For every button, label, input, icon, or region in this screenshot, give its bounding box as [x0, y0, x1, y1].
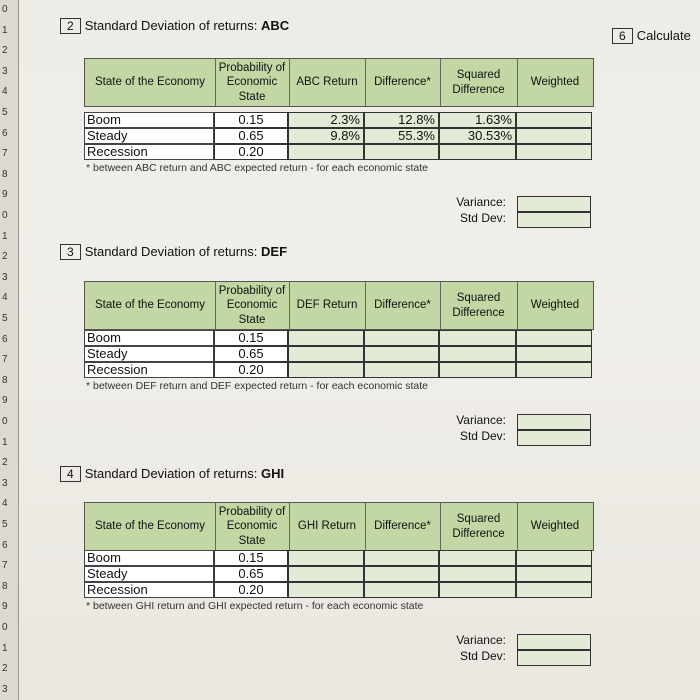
row-number: 8 [2, 168, 8, 180]
section-title-text: Standard Deviation of returns: [84, 466, 258, 481]
footnote: * between ABC return and ABC expected return - for each economic state [86, 162, 429, 174]
row-number: 5 [2, 107, 8, 118]
squared-difference-input[interactable] [439, 582, 516, 598]
row-number: 1 [2, 24, 8, 36]
squared-difference-input[interactable] [439, 550, 516, 566]
table-header [84, 502, 594, 551]
std-dev-input[interactable] [517, 650, 591, 666]
std-dev-label: Std Dev: [459, 429, 506, 443]
row-number: 2 [2, 45, 8, 57]
header-squared-difference: Squared Difference [440, 282, 518, 329]
difference-input[interactable]: 55.3% [364, 128, 439, 144]
state-cell: Steady [84, 128, 214, 144]
row-number: 6 [2, 333, 8, 345]
section-title [60, 244, 287, 260]
difference-input[interactable]: 12.8% [364, 112, 439, 128]
row-number: 3 [2, 477, 8, 489]
row-number: 5 [2, 313, 8, 324]
state-cell: Recession [84, 144, 214, 160]
table-header [84, 58, 594, 107]
probability-cell: 0.20 [214, 582, 288, 598]
return-input[interactable] [288, 550, 364, 566]
probability-cell: 0.15 [214, 112, 288, 128]
squared-difference-input[interactable]: 1.63% [439, 112, 516, 128]
variance-input[interactable] [517, 634, 591, 650]
row-number: 6 [2, 127, 8, 139]
header-weighted: Weighted [530, 299, 580, 312]
row-number: 0 [2, 4, 8, 15]
section-title [60, 466, 284, 482]
squared-difference-input[interactable] [439, 330, 516, 346]
header-state: State of the Economy [85, 503, 216, 550]
squared-difference-input[interactable]: 30.53% [439, 128, 516, 144]
row-number: 4 [2, 292, 8, 304]
row-number: 7 [2, 560, 8, 572]
difference-input[interactable] [364, 550, 439, 566]
section-number: 2 [60, 18, 81, 34]
table-header [84, 281, 594, 330]
return-input[interactable] [288, 144, 364, 160]
header-difference: Difference* [365, 503, 441, 550]
variance-label: Variance: [456, 195, 506, 209]
section-ticker: ABC [261, 18, 290, 33]
std-dev-label: Std Dev: [459, 211, 506, 225]
weighted-input[interactable] [516, 566, 592, 582]
row-number: 0 [2, 210, 8, 221]
return-input[interactable] [288, 582, 364, 598]
row-number: 2 [2, 663, 8, 675]
row-number: 8 [2, 580, 8, 592]
return-input[interactable]: 2.3% [288, 112, 364, 128]
header-squared-difference: Squared Difference [440, 59, 518, 106]
variance-label: Variance: [456, 413, 506, 427]
header-weighted: Weighted [530, 520, 580, 533]
probability-cell: 0.15 [214, 550, 288, 566]
section-title-text: Calculate [636, 28, 691, 43]
state-cell: Steady [84, 346, 214, 362]
row-number: 9 [2, 189, 8, 201]
std-dev-input[interactable] [517, 430, 591, 446]
difference-input[interactable] [364, 346, 439, 362]
header-state: State of the Economy [85, 282, 216, 329]
header-weighted: Weighted [530, 76, 580, 89]
difference-input[interactable] [364, 144, 439, 160]
row-number: 3 [2, 683, 8, 695]
weighted-input[interactable] [516, 128, 592, 144]
header-probability: Probability of Economic State [215, 59, 290, 106]
row-number: 1 [2, 230, 8, 242]
row-number: 5 [2, 519, 8, 530]
return-input[interactable] [288, 566, 364, 582]
row-number: 4 [2, 86, 8, 98]
row-number: 3 [2, 271, 8, 283]
variance-input[interactable] [517, 414, 591, 430]
row-number: 3 [2, 65, 8, 77]
return-input[interactable] [288, 346, 364, 362]
row-number: 4 [2, 498, 8, 510]
footnote: * between DEF return and DEF expected return - for each economic state [86, 380, 429, 392]
probability-cell: 0.20 [214, 144, 288, 160]
return-input[interactable] [288, 330, 364, 346]
section-number: 4 [60, 466, 81, 482]
difference-input[interactable] [364, 362, 439, 378]
header-difference: Difference* [365, 282, 441, 329]
squared-difference-input[interactable] [439, 144, 516, 160]
header-return: DEF Return [289, 282, 366, 329]
squared-difference-input[interactable] [439, 566, 516, 582]
row-number: 1 [2, 642, 8, 654]
row-number: 1 [2, 436, 8, 448]
section-number: 6 [612, 28, 633, 44]
row-number: 0 [2, 622, 8, 633]
row-number: 2 [2, 251, 8, 263]
row-number: 8 [2, 374, 8, 386]
difference-input[interactable] [364, 582, 439, 598]
probability-cell: 0.65 [214, 566, 288, 582]
squared-difference-input[interactable] [439, 346, 516, 362]
state-cell: Steady [84, 566, 214, 582]
header-squared-difference: Squared Difference [440, 503, 518, 550]
weighted-input[interactable] [516, 346, 592, 362]
std-dev-label: Std Dev: [459, 649, 506, 663]
section-title [60, 18, 289, 34]
return-input[interactable]: 9.8% [288, 128, 364, 144]
row-number: 9 [2, 395, 8, 407]
row-number: 9 [2, 601, 8, 613]
header-difference: Difference* [365, 59, 441, 106]
std-dev-input[interactable] [517, 212, 591, 228]
footnote: * between GHI return and GHI expected return - for each economic state [86, 600, 424, 612]
difference-input[interactable] [364, 330, 439, 346]
row-number: 7 [2, 354, 8, 366]
row-number: 2 [2, 457, 8, 469]
header-return: ABC Return [289, 59, 366, 106]
state-cell: Recession [84, 362, 214, 378]
section-6-title [612, 28, 691, 44]
weighted-input[interactable] [516, 144, 592, 160]
probability-cell: 0.65 [214, 128, 288, 144]
state-cell: Boom [84, 550, 214, 566]
header-return: GHI Return [289, 503, 366, 550]
row-number: 0 [2, 416, 8, 427]
row-number: 7 [2, 148, 8, 160]
variance-input[interactable] [517, 196, 591, 212]
section-ticker: DEF [261, 244, 288, 259]
section-number: 3 [60, 244, 81, 260]
probability-cell: 0.65 [214, 346, 288, 362]
header-probability: Probability of Economic State [215, 282, 290, 329]
state-cell: Boom [84, 330, 214, 346]
weighted-input[interactable] [516, 330, 592, 346]
weighted-input[interactable] [516, 362, 592, 378]
state-cell: Recession [84, 582, 214, 598]
state-cell: Boom [84, 112, 214, 128]
section-ticker: GHI [261, 466, 285, 481]
probability-cell: 0.20 [214, 362, 288, 378]
probability-cell: 0.15 [214, 330, 288, 346]
section-title-text: Standard Deviation of returns: [84, 244, 258, 259]
return-input[interactable] [288, 362, 364, 378]
section-title-text: Standard Deviation of returns: [84, 18, 258, 33]
variance-label: Variance: [456, 633, 506, 647]
header-state: State of the Economy [85, 59, 216, 106]
squared-difference-input[interactable] [439, 362, 516, 378]
header-probability: Probability of Economic State [215, 503, 290, 550]
weighted-input[interactable] [516, 582, 592, 598]
weighted-input[interactable] [516, 112, 592, 128]
difference-input[interactable] [364, 566, 439, 582]
row-header-gutter [0, 0, 19, 700]
row-number: 6 [2, 539, 8, 551]
weighted-input[interactable] [516, 550, 592, 566]
